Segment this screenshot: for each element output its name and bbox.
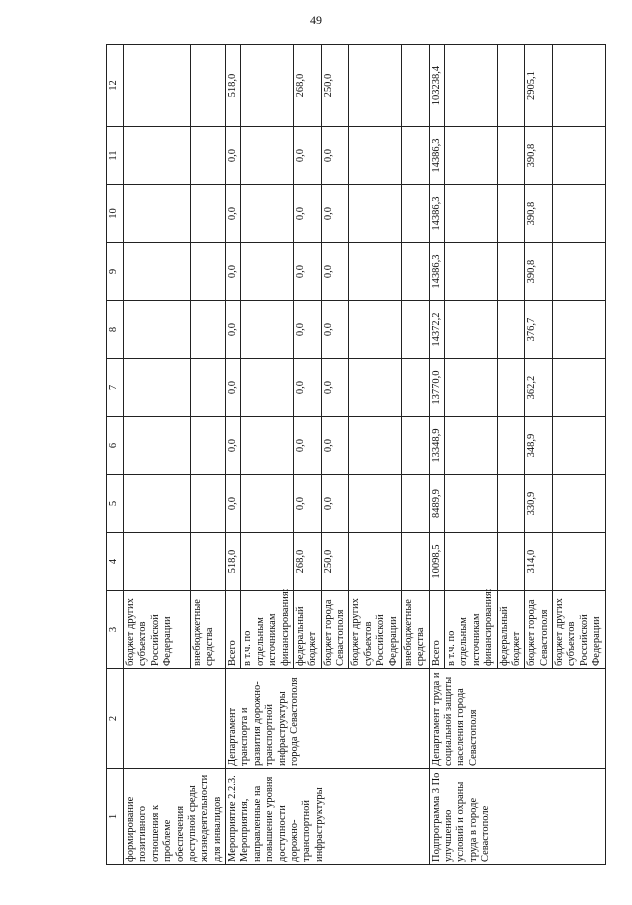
value-cell: 14386,3 <box>429 243 444 301</box>
value-cell: 0,0 <box>226 359 241 417</box>
value-cell <box>401 359 429 417</box>
program-name-cell: формирование позитивного отношения к проблеме обеспечения доступной среды жизнедеятельности для инвалидов <box>124 769 226 865</box>
value-cell <box>401 533 429 591</box>
value-cell: 0,0 <box>321 127 349 185</box>
value-cell: 348,9 <box>525 417 553 475</box>
funding-source-cell: в т.ч. по отдельным источникам финансирования: <box>445 591 498 669</box>
value-cell: 103238,4 <box>429 45 444 127</box>
value-cell <box>241 45 294 127</box>
value-cell: 0,0 <box>226 475 241 533</box>
value-cell <box>124 127 191 185</box>
value-cell: 0,0 <box>293 417 321 475</box>
value-cell <box>445 127 498 185</box>
value-cell <box>190 417 225 475</box>
executor-cell <box>124 669 226 769</box>
program-name-cell: Подпрограмма 3 По улучшению условий и охраны труда в городе Севастополе <box>429 769 605 865</box>
value-cell: 0,0 <box>321 185 349 243</box>
table-row <box>124 45 191 865</box>
value-cell: 390,8 <box>525 127 553 185</box>
value-cell <box>497 45 525 127</box>
value-cell <box>349 301 402 359</box>
value-cell <box>553 475 606 533</box>
value-cell <box>124 417 191 475</box>
column-header-1: 1 <box>107 769 124 865</box>
column-header-6: 6 <box>107 417 124 475</box>
value-cell <box>445 185 498 243</box>
column-header-3: 3 <box>107 591 124 669</box>
value-cell <box>124 301 191 359</box>
value-cell: 0,0 <box>226 127 241 185</box>
table-row <box>429 45 444 865</box>
value-cell <box>241 417 294 475</box>
value-cell <box>497 127 525 185</box>
value-cell <box>124 45 191 127</box>
value-cell: 0,0 <box>321 243 349 301</box>
value-cell <box>124 475 191 533</box>
value-cell <box>497 185 525 243</box>
funding-source-cell: бюджет других субъектов Российской Федерации <box>553 591 606 669</box>
value-cell <box>401 185 429 243</box>
value-cell: 314,0 <box>525 533 553 591</box>
value-cell <box>553 533 606 591</box>
value-cell <box>241 185 294 243</box>
value-cell: 250,0 <box>321 533 349 591</box>
value-cell <box>349 45 402 127</box>
value-cell <box>497 533 525 591</box>
value-cell <box>401 475 429 533</box>
value-cell: 13348,9 <box>429 417 444 475</box>
column-header-10: 10 <box>107 185 124 243</box>
value-cell: 362,2 <box>525 359 553 417</box>
value-cell <box>445 301 498 359</box>
value-cell <box>553 45 606 127</box>
value-cell: 0,0 <box>226 301 241 359</box>
value-cell <box>497 417 525 475</box>
value-cell: 0,0 <box>293 185 321 243</box>
column-header-9: 9 <box>107 243 124 301</box>
value-cell: 390,8 <box>525 185 553 243</box>
value-cell <box>401 417 429 475</box>
column-header-8: 8 <box>107 301 124 359</box>
value-cell: 268,0 <box>293 45 321 127</box>
value-cell: 13770,0 <box>429 359 444 417</box>
value-cell <box>124 243 191 301</box>
executor-cell: Департамент транспорта и развития дорожно-транспортной инфраструктуры города Севастополя <box>226 669 430 769</box>
value-cell: 250,0 <box>321 45 349 127</box>
value-cell: 390,8 <box>525 243 553 301</box>
funding-source-cell: федеральный бюджет <box>497 591 525 669</box>
value-cell: 0,0 <box>226 243 241 301</box>
value-cell <box>445 417 498 475</box>
value-cell: 0,0 <box>293 475 321 533</box>
value-cell: 376,7 <box>525 301 553 359</box>
value-cell <box>349 185 402 243</box>
value-cell: 14386,3 <box>429 127 444 185</box>
table-row <box>226 45 241 865</box>
value-cell <box>553 301 606 359</box>
value-cell <box>445 533 498 591</box>
rotated-table-wrapper <box>106 45 603 865</box>
value-cell: 14386,3 <box>429 185 444 243</box>
value-cell <box>349 533 402 591</box>
value-cell <box>190 475 225 533</box>
value-cell <box>124 533 191 591</box>
value-cell: 0,0 <box>321 301 349 359</box>
funding-source-cell: Всего <box>226 591 241 669</box>
funding-source-cell: внебюджетные средства <box>190 591 225 669</box>
value-cell <box>190 533 225 591</box>
value-cell: 0,0 <box>321 417 349 475</box>
value-cell <box>445 45 498 127</box>
value-cell <box>190 127 225 185</box>
value-cell: 10098,5 <box>429 533 444 591</box>
value-cell <box>553 185 606 243</box>
value-cell <box>497 301 525 359</box>
funding-source-cell: внебюджетные средства <box>401 591 429 669</box>
value-cell <box>190 45 225 127</box>
value-cell <box>553 359 606 417</box>
column-header-11: 11 <box>107 127 124 185</box>
column-header-4: 4 <box>107 533 124 591</box>
value-cell <box>349 417 402 475</box>
value-cell: 0,0 <box>293 301 321 359</box>
column-header-5: 5 <box>107 475 124 533</box>
financing-table <box>106 44 606 865</box>
value-cell <box>401 301 429 359</box>
column-header-7: 7 <box>107 359 124 417</box>
value-cell: 0,0 <box>293 127 321 185</box>
value-cell <box>241 127 294 185</box>
header-row <box>107 45 124 865</box>
funding-source-cell: бюджет других субъектов Российской Федерации <box>349 591 402 669</box>
value-cell: 0,0 <box>321 359 349 417</box>
value-cell <box>349 127 402 185</box>
value-cell: 0,0 <box>293 359 321 417</box>
value-cell <box>445 359 498 417</box>
value-cell <box>241 243 294 301</box>
value-cell <box>401 243 429 301</box>
value-cell <box>553 127 606 185</box>
value-cell: 0,0 <box>226 417 241 475</box>
value-cell: 0,0 <box>321 475 349 533</box>
value-cell: 518,0 <box>226 533 241 591</box>
value-cell: 518,0 <box>226 45 241 127</box>
value-cell: 2905,1 <box>525 45 553 127</box>
value-cell <box>190 185 225 243</box>
column-header-12: 12 <box>107 45 124 127</box>
executor-cell: Департамент труда и социальной защиты населения города Севастополя <box>429 669 605 769</box>
value-cell: 14372,2 <box>429 301 444 359</box>
funding-source-cell: бюджет города Севастополя <box>525 591 553 669</box>
funding-source-cell: Всего <box>429 591 444 669</box>
value-cell <box>241 475 294 533</box>
value-cell <box>401 127 429 185</box>
value-cell <box>445 475 498 533</box>
value-cell: 268,0 <box>293 533 321 591</box>
page-number: 49 <box>310 13 322 27</box>
funding-source-cell: бюджет других субъектов Российской Федерации <box>124 591 191 669</box>
value-cell <box>190 301 225 359</box>
value-cell <box>124 359 191 417</box>
value-cell <box>349 243 402 301</box>
funding-source-cell: бюджет города Севастополя <box>321 591 349 669</box>
value-cell: 330,9 <box>525 475 553 533</box>
value-cell <box>190 359 225 417</box>
value-cell <box>497 475 525 533</box>
value-cell <box>349 359 402 417</box>
value-cell: 0,0 <box>226 185 241 243</box>
program-name-cell: Мероприятие 2.2.3. Мероприятия, направленные на повышение уровня доступности дорожно-транспортной инфраструктуры <box>226 769 430 865</box>
value-cell: 0,0 <box>293 243 321 301</box>
funding-source-cell: федеральный бюджет <box>293 591 321 669</box>
value-cell <box>497 359 525 417</box>
value-cell <box>445 243 498 301</box>
funding-source-cell: в т.ч. по отдельным источникам финансирования: <box>241 591 294 669</box>
value-cell <box>497 243 525 301</box>
value-cell <box>349 475 402 533</box>
value-cell <box>124 185 191 243</box>
value-cell <box>553 243 606 301</box>
value-cell <box>190 243 225 301</box>
value-cell <box>241 533 294 591</box>
value-cell <box>401 45 429 127</box>
value-cell <box>553 417 606 475</box>
value-cell: 8489,9 <box>429 475 444 533</box>
column-header-2: 2 <box>107 669 124 769</box>
value-cell <box>241 359 294 417</box>
value-cell <box>241 301 294 359</box>
